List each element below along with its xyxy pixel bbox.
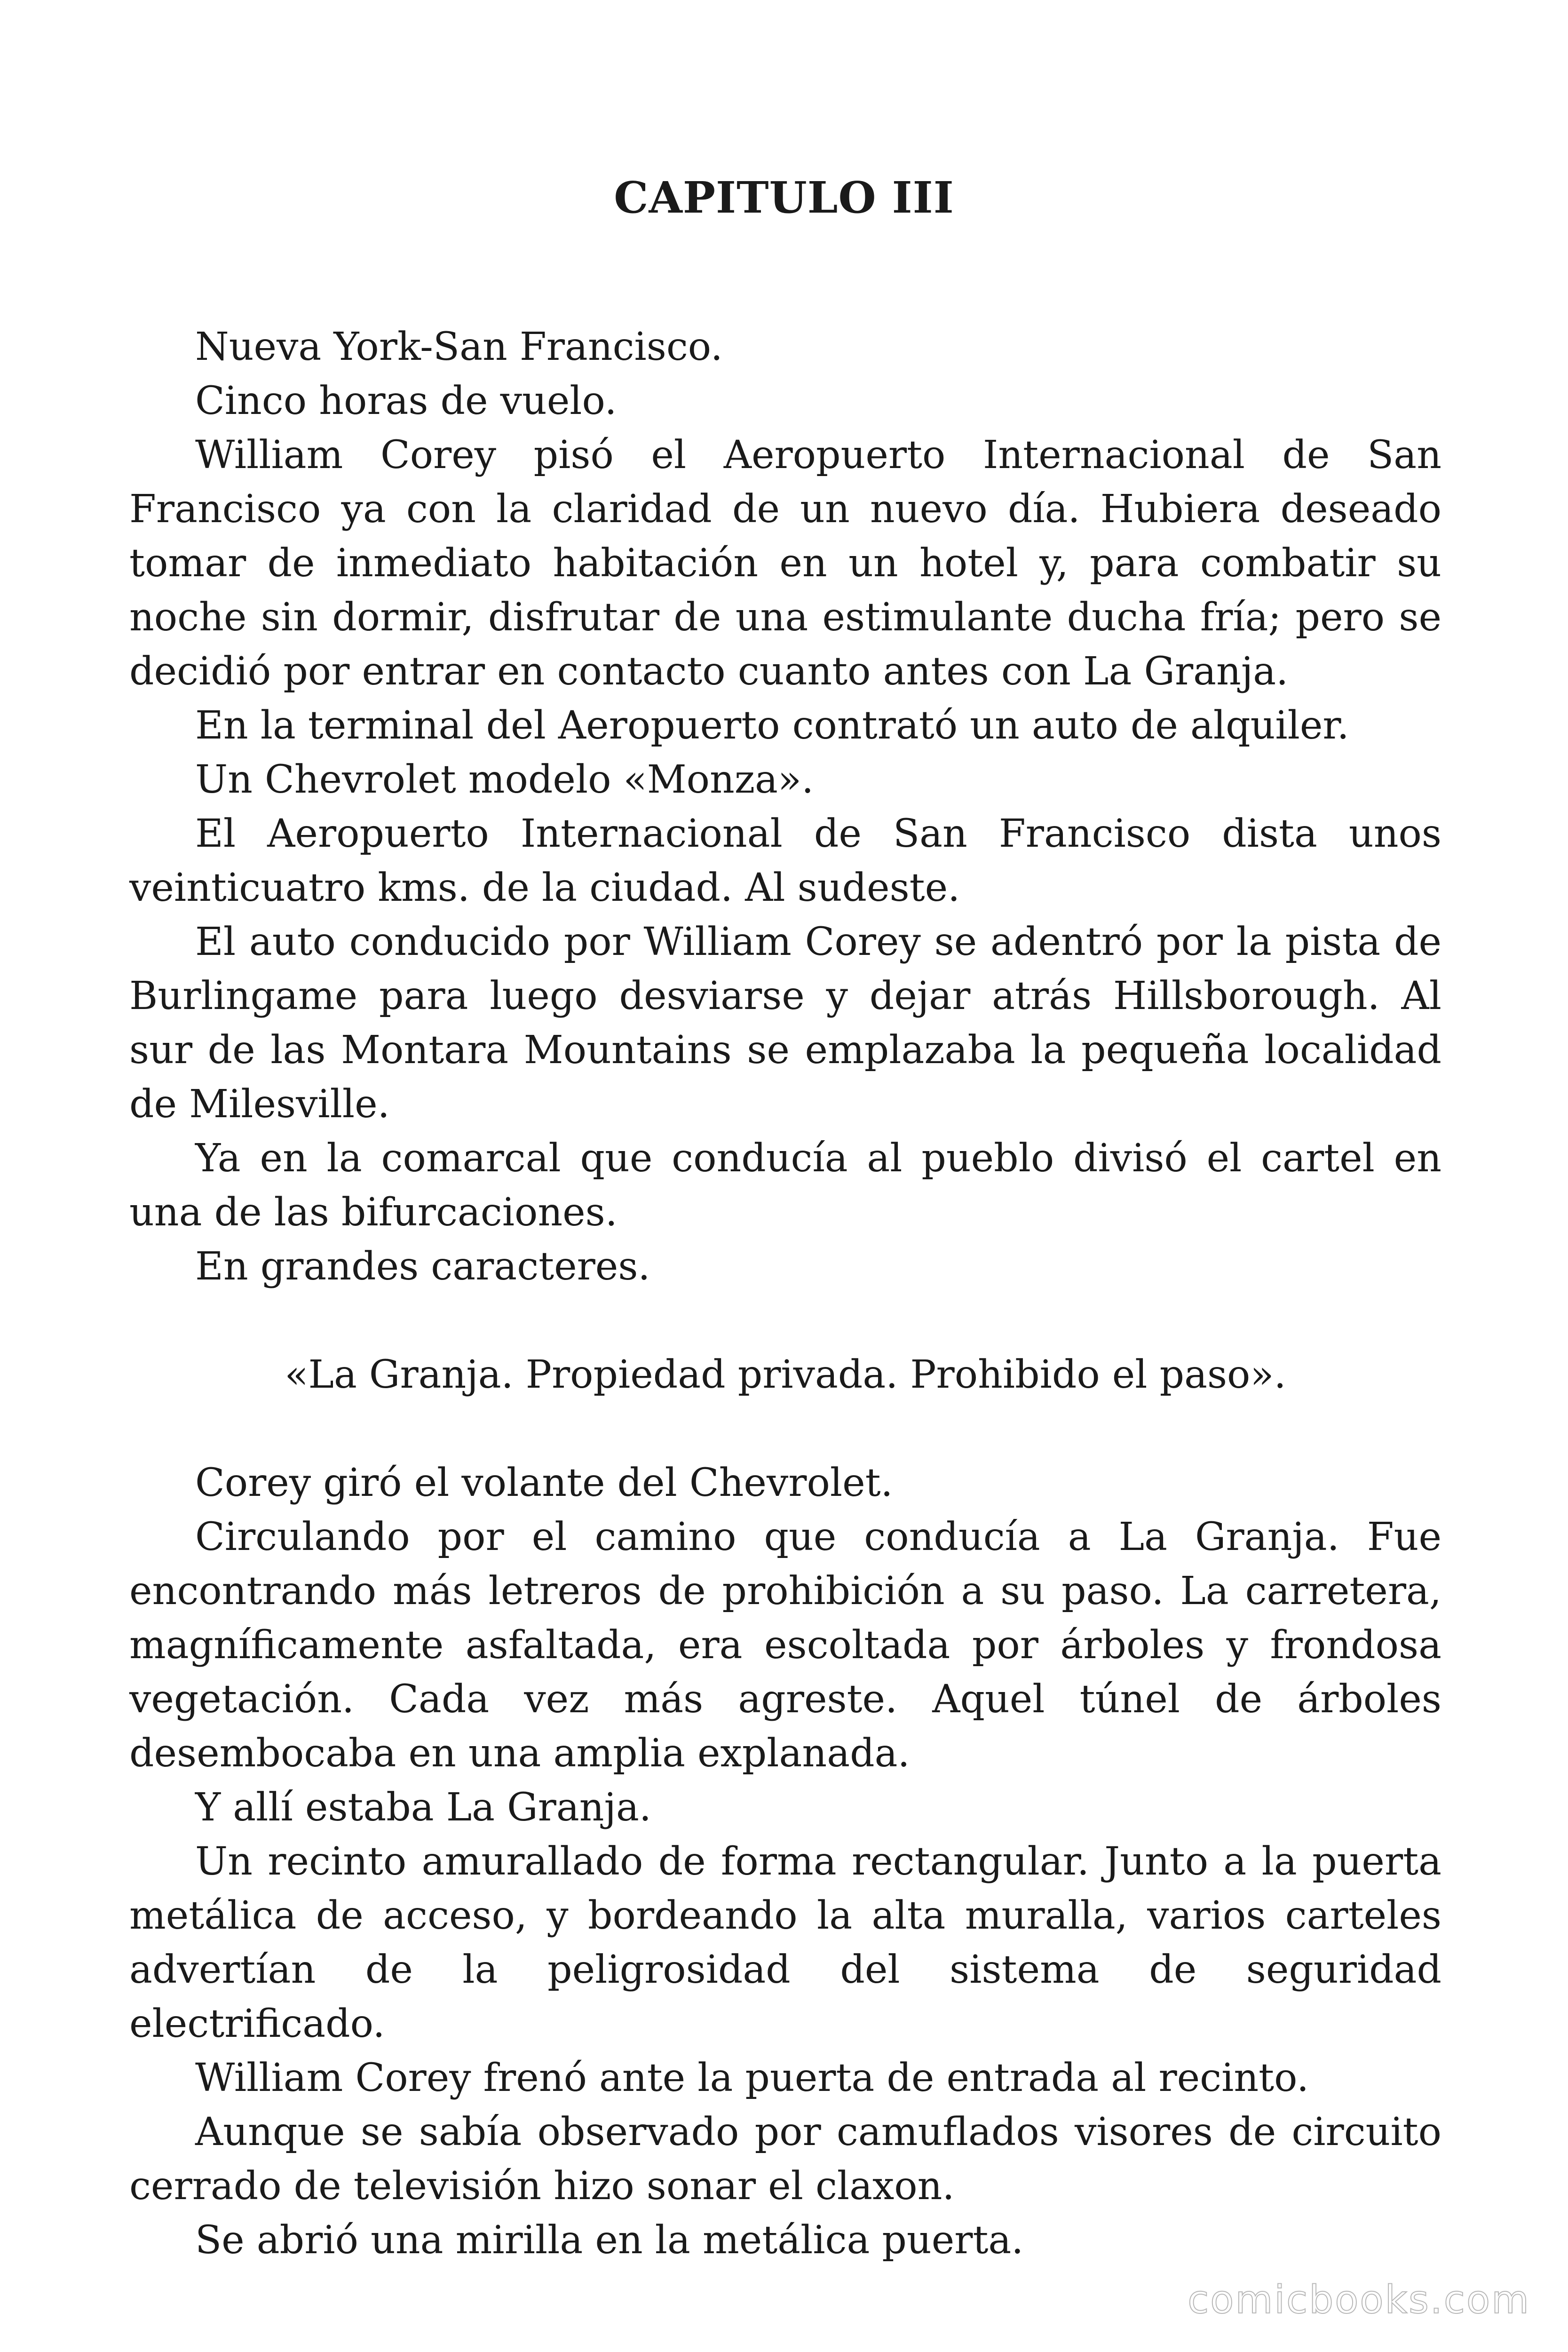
paragraph: William Corey pisó el Aeropuerto Internacional de San Francisco ya con la claridad de un nuevo día. Hubiera deseado tomar de inmediato habitación en un hotel y, para combatir su noche sin dormir, disfrutar de una estimulante ducha fría; pero se decidió por entrar en contacto cuanto antes con La Granja.	[129, 433, 1441, 694]
paragraph: Aunque se sabía observado por camuflados visores de circuito cerrado de televisión hizo sonar el claxon.	[129, 2110, 1441, 2209]
paragraph: Circulando por el camino que conducía a La Granja. Fue encontrando más letreros de prohibición a su paso. La carretera, magníficamente asfaltada, era escoltada por árboles y frondosa vegetación. Cada vez más agreste. Aquel túnel de árboles desembocaba en una amplia explanada.	[129, 1515, 1441, 1776]
paragraph: En la terminal del Aeropuerto contrató un auto de alquiler.	[195, 703, 1349, 748]
paragraph: Se abrió una mirilla en la metálica puerta.	[195, 2218, 1024, 2263]
paragraph: Nueva York-San Francisco.	[195, 325, 723, 369]
sign-quote: «La Granja. Propiedad privada. Prohibido el paso».	[285, 1352, 1286, 1397]
paragraph: Corey giró el volante del Chevrolet.	[195, 1461, 893, 1505]
paragraph: El Aeropuerto Internacional de San Francisco dista unos veinticuatro kms. de la ciudad. Al sudeste.	[129, 811, 1441, 910]
paragraph: El auto conducido por William Corey se adentró por la pista de Burlingame para luego desviarse y dejar atrás Hillsborough. Al sur de las Montara Mountains se emplazaba la pequeña localidad de Milesville.	[129, 920, 1441, 1127]
paragraph: Ya en la comarcal que conducía al pueblo divisó el cartel en una de las bifurcaciones.	[129, 1136, 1441, 1235]
paragraph: Cinco horas de vuelo.	[195, 379, 617, 423]
chapter-title: CAPITULO III	[614, 172, 954, 223]
watermark: comicbooks.com	[1188, 2278, 1530, 2322]
paragraph: Un recinto amurallado de forma rectangular. Junto a la puerta metálica de acceso, y bordeando la alta muralla, varios carteles advertían de la peligrosidad del sistema de seguridad electrificado.	[129, 1839, 1441, 2046]
paragraph: En grandes caracteres.	[195, 1244, 650, 1289]
paragraph: Un Chevrolet modelo «Monza».	[195, 757, 814, 802]
paragraph: William Corey frenó ante la puerta de entrada al recinto.	[195, 2056, 1309, 2100]
chapter-body	[129, 320, 1441, 2267]
paragraph: Y allí estaba La Granja.	[195, 1785, 651, 1830]
